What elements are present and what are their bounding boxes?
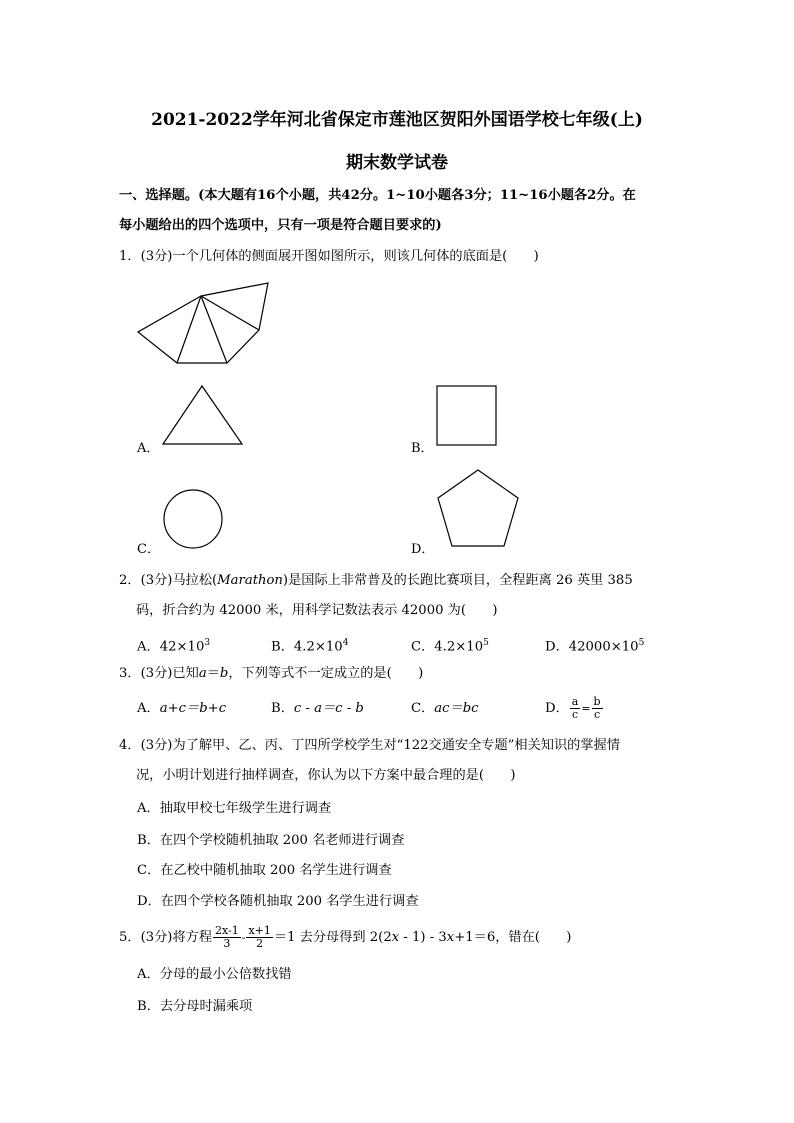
q1-net-figure xyxy=(130,278,280,373)
fraction-a-over-c: $\frac{a}{c}$ xyxy=(571,695,579,721)
q3-option-d[interactable]: D． $\frac{a}{c}$ = $\frac{b}{c}$ xyxy=(545,695,601,721)
q5-option-b[interactable]: B．去分母时漏乘项 xyxy=(137,999,253,1014)
fraction-x+1-over-2: $\frac{x+1}{2}$ xyxy=(248,924,271,950)
q3-option-c[interactable]: C．ac＝bc xyxy=(411,701,479,716)
q2-stem-line-1: 2．(3分)马拉松(Marathon)是国际上非常普及的长跑比赛项目，全程距离 26 英里 385 xyxy=(119,573,633,588)
q1-option-a-triangle[interactable] xyxy=(160,383,246,447)
q1-option-c-circle[interactable] xyxy=(162,488,224,550)
q2-option-b[interactable]: B．$4.2\times 10^4$ xyxy=(271,638,349,655)
q4-option-b[interactable]: B．在四个学校随机抽取 200 名老师进行调查 xyxy=(137,833,405,848)
q4-option-c[interactable]: C．在乙校中随机抽取 200 名学生进行调查 xyxy=(137,863,392,878)
q4-option-d[interactable]: D．在四个学校各随机抽取 200 名学生进行调查 xyxy=(137,894,419,909)
q4-stem-line-1: 4．(3分)为了解甲、乙、丙、丁四所学校学生对“122交通安全专题”相关知识的掌握情 xyxy=(119,738,620,753)
q2-option-c[interactable]: C．$4.2\times 10^5$ xyxy=(411,638,489,655)
q4-option-a[interactable]: A．抽取甲校七年级学生进行调查 xyxy=(137,801,332,816)
q1-option-b-square[interactable] xyxy=(436,385,498,447)
fraction-b-over-c: $\frac{b}{c}$ xyxy=(593,695,601,721)
q1-option-d-pentagon[interactable] xyxy=(436,468,522,550)
q3-option-a[interactable]: A．a+c＝b+c xyxy=(137,701,227,716)
title-line-2: 期末数学试卷 xyxy=(346,153,448,173)
net-outline xyxy=(138,283,268,363)
q1-option-d-label[interactable]: D． xyxy=(411,542,435,557)
q5-stem: 5．(3分)将方程 $\frac{2x-1}{3}$ - $\frac{x+1}{2}$ ＝1 去分母得到 2(2x - 1) - 3x+1＝6，错在( ) xyxy=(119,924,572,950)
q1-option-a-label[interactable]: A． xyxy=(137,441,160,456)
q2-stem-line-2: 码，折合约为 42000 米，用科学记数法表示 42000 为( ) xyxy=(136,603,498,618)
q2-option-a[interactable]: A．$42\times 10^3$ xyxy=(137,638,211,655)
q1-option-c-label[interactable]: C． xyxy=(137,542,160,557)
fraction-2x-1-over-3: $\frac{2x-1}{3}$ xyxy=(215,924,239,950)
q5-option-a[interactable]: A．分母的最小公倍数找错 xyxy=(137,967,292,982)
q2-option-d[interactable]: D．$42000\times 10^5$ xyxy=(545,638,645,655)
net-fold-line xyxy=(177,296,201,363)
q3-stem: 3．(3分)已知a＝b，下列等式不一定成立的是( ) xyxy=(119,666,424,681)
q1-stem: 1．(3分)一个几何体的侧面展开图如图所示，则该几何体的底面是( ) xyxy=(119,249,539,264)
title-line-1: 2021-2022学年河北省保定市莲池区贺阳外国语学校七年级(上) xyxy=(151,110,643,130)
q1-option-b-label[interactable]: B． xyxy=(411,441,434,456)
section-heading-line-1: 一、选择题。(本大题有16个小题，共42分。1~10小题各3分；11~16小题各2分。在 xyxy=(119,188,636,203)
q3-option-b[interactable]: B．c - a＝c - b xyxy=(271,701,364,716)
net-fold-line xyxy=(201,296,259,330)
q4-stem-line-2: 况，小明计划进行抽样调查，你认为以下方案中最合理的是( ) xyxy=(136,768,516,783)
section-heading-line-2: 每小题给出的四个选项中，只有一项是符合题目要求的) xyxy=(119,218,442,233)
net-fold-line xyxy=(201,296,227,363)
